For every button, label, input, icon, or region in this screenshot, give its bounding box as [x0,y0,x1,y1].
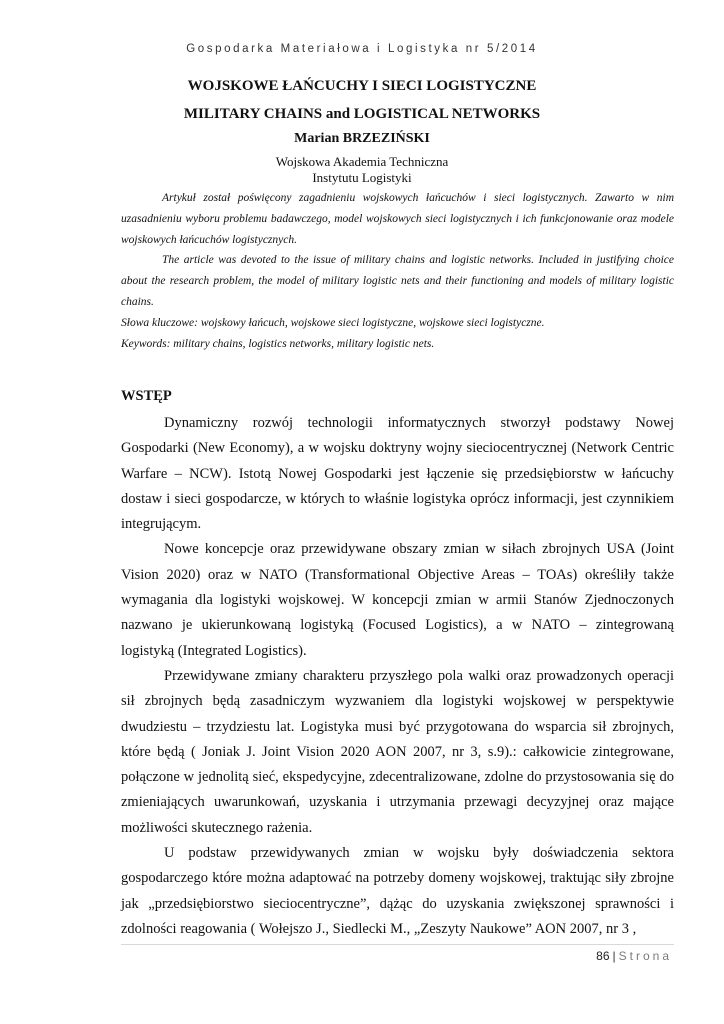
abstract-english: The article was devoted to the issue of military chains and logistic networks. Included in justifying choice about the research problem, the model of military logistic nets and their functioning and models of military logistic chains. [121,254,674,308]
author-name: Marian BRZEZIŃSKI [294,131,430,146]
keywords-english: Keywords: military chains, logistics networks, military logistic nets. [121,337,435,350]
abstract-polish: Artykuł został poświęcony zagadnieniu wojskowych łańcuchów i sieci logistycznych. Zawarto w nim uzasadnieniu wyboru problemu badawczego, model wojskowych sieci logistycznych i ich funkcjonowanie oraz modele wojskowych łańcuchów logistycznych. [121,192,674,246]
body-paragraph: U podstaw przewidywanych zmian w wojsku były doświadczenia sektora gospodarczego które można adaptować na potrzeby domeny wojskowej, traktując siły zbrojne jak „przedsiębiorstwo sieciocentryczne”, dążąc do uzyskania zwiększonej sprawności i zdolności reagowania ( Wołejszo J., Siedlecki M., „Zeszyty Naukowe” AON 2007, nr 3 , [121,845,674,937]
affiliation-department: Instytutu Logistyki [312,170,412,185]
footer-label: Strona [618,949,672,963]
affiliation-institution: Wojskowa Akademia Techniczna [275,154,449,169]
title-polish: WOJSKOWE ŁAŃCUCHY I SIECI LOGISTYCZNE [187,78,537,94]
page-footer [596,949,672,963]
title-english: MILITARY CHAINS and LOGISTICAL NETWORKS [183,106,541,122]
body-paragraph: Przewidywane zmiany charakteru przyszłego pola walki oraz prowadzonych operacji sił zbrojnych będą zasadniczym wyzwaniem dla logistyki wojskowej w perspektywie dwudziestu – trzydziestu lat. Logistyka musi być przygotowana do wsparcia sił zbrojnych, które będą ( Joniak J. Joint Vision 2020 AON 2007, nr 3, s.9).: całkowicie zintegrowane, połączone w jednolitą sieć, ekspedycyjne, zdecentralizowane, zdolne do przystosowania się do zmieniających uwarunkowań, uzyskania i utrzymania przewagi decyzyjnej oraz mające możliwości skutecznego rażenia. [121,667,674,836]
body-paragraph: Nowe koncepcje oraz przewidywane obszary zmian w siłach zbrojnych USA (Joint Vision 2020) oraz w NATO (Transformational Objective Areas – TOAs) określiły także wymagania dla logistyki wojskowej. W koncepcji zmian w armii Stanów Zjednoczonych nazwano je ukierunkowaną logistyką (Focused Logistics), a w NATO – zintegrowaną logistyką (Integrated Logistics). [121,541,674,659]
body-text [121,411,674,942]
title-block [0,72,724,186]
running-header: Gospodarka Materiałowa i Logistyka nr 5/2014 [186,43,538,55]
abstract [121,188,674,354]
page-number: 86 [596,949,610,963]
footer-separator: | [612,949,616,963]
keywords-polish: Słowa kluczowe: wojskowy łańcuch, wojskowe sieci logistyczne, wojskowe sieci logistyczne. [121,316,545,329]
body-paragraph: Dynamiczny rozwój technologii informatycznych stworzył podstawy Nowej Gospodarki (New Economy), a w wojsku doktryny wojny sieciocentrycznej (Network Centric Warfare – NCW). Istotą Nowej Gospodarki jest łączenie się przedsiębiorstw w łańcuchy dostaw i sieci gospodarcze, w których to właśnie logistyka oprócz informacji, jest czynnikiem integrującym. [121,415,674,533]
section-heading: WSTĘP [121,388,172,404]
footer-divider [121,944,674,945]
